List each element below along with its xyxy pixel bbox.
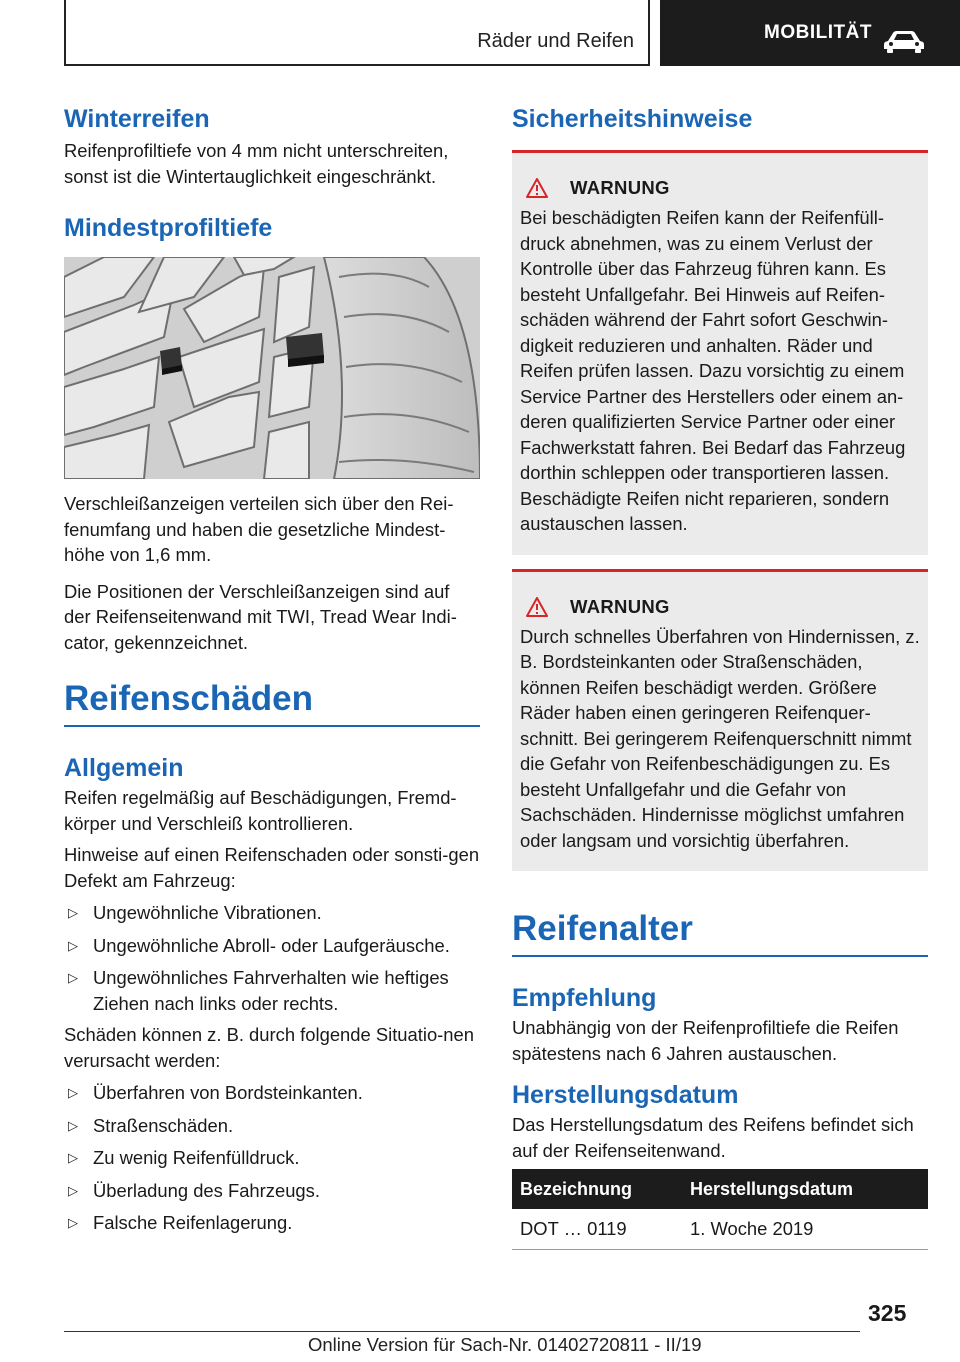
tire-damage-rule: [64, 725, 480, 727]
header-chapter-label: MOBILITÄT: [764, 22, 872, 43]
list-item: ▷ Straßenschäden.: [64, 1113, 480, 1139]
triangle-bullet-icon: ▷: [68, 1182, 78, 1198]
header-section-box: [64, 0, 650, 66]
general-text-3: Schäden können z. B. durch folgende Situatio-nen verursacht werden:: [64, 1024, 474, 1071]
warning-box-1: [512, 150, 928, 555]
warning-triangle-icon: [526, 597, 548, 617]
table-cell: DOT … 0119: [512, 1209, 682, 1249]
triangle-bullet-icon: ▷: [68, 937, 78, 953]
tire-damage-heading: Reifenschäden: [64, 679, 313, 718]
tire-age-rule: [512, 955, 928, 957]
triangle-bullet-icon: ▷: [68, 1085, 78, 1100]
warning-header: [526, 177, 920, 199]
triangle-bullet-icon: ▷: [68, 905, 78, 920]
general-text-1: Reifen regelmäßig auf Beschädigungen, Fremd-körper und Verschleiß kontrollieren.: [64, 787, 457, 834]
warning-triangle-icon: [526, 178, 548, 198]
column-header-designation: Bezeichnung: [512, 1169, 682, 1209]
recommendation-text: Unabhängig von der Reifenprofiltiefe die Reifen spätestens nach 6 Jahren austauschen.: [512, 1017, 899, 1064]
damage-causes-list: [64, 1080, 480, 1236]
car-icon: [882, 29, 926, 53]
header-section-title: Räder und Reifen: [477, 30, 634, 52]
table-row: [512, 1209, 928, 1249]
left-column: [64, 100, 480, 1236]
footer-rule: [64, 1331, 860, 1332]
table-cell: 1. Woche 2019: [682, 1209, 928, 1249]
page-header: [0, 0, 960, 66]
warning-title: WARNUNG: [570, 595, 670, 617]
winter-tires-text: Reifenprofiltiefe von 4 mm nicht unterschreiten, sonst ist die Wintertauglichkeit eingeschränkt.: [64, 140, 449, 187]
list-item: ▷ Ungewöhnliche Abroll‐ oder Laufgeräusche.: [64, 933, 480, 959]
manufacture-date-text: Das Herstellungsdatum des Reifens befindet sich auf der Reifenseitenwand.: [512, 1114, 914, 1161]
list-item: ▷ Überladung des Fahrzeugs.: [64, 1178, 480, 1204]
triangle-bullet-icon: ▷: [68, 970, 78, 985]
list-item: ▷ Falsche Reifenlagerung.: [64, 1210, 480, 1236]
footer-text: Online Version für Sach-Nr. 01402720811 - II/19: [308, 1334, 702, 1355]
min-tread-heading: Mindestprofiltiefe: [64, 214, 273, 242]
list-item: ▷ Ungewöhnliche Vibrationen.: [64, 900, 480, 926]
triangle-bullet-icon: ▷: [68, 1215, 78, 1230]
column-header-date: Herstellungsdatum: [682, 1169, 928, 1209]
winter-tires-heading: Winterreifen: [64, 105, 210, 133]
recommendation-heading: Empfehlung: [512, 984, 657, 1012]
header-chapter-tab: [660, 0, 960, 66]
list-item: ▷ Überfahren von Bordsteinkanten.: [64, 1080, 480, 1106]
triangle-bullet-icon: ▷: [68, 1117, 78, 1133]
warning-header: [526, 596, 920, 618]
manufacture-date-heading: Herstellungsdatum: [512, 1081, 739, 1109]
warning-title: WARNUNG: [570, 177, 670, 198]
min-tread-text-1: Verschleißanzeigen verteilen sich über den Rei-fenumfang und haben die gesetzliche Mindest-höhe von 1,6 mm.: [64, 493, 454, 565]
tire-age-heading: Reifenalter: [512, 909, 693, 948]
right-column: [512, 100, 928, 1250]
warning-box-2: [512, 569, 928, 872]
list-item: ▷ Ungewöhnliches Fahrverhalten wie heftiges Ziehen nach links oder rechts.: [68, 967, 449, 1014]
triangle-bullet-icon: ▷: [68, 1150, 78, 1165]
page-number: 325: [868, 1300, 907, 1326]
general-text-2: Hinweise auf einen Reifenschaden oder sonsti-gen Defekt am Fahrzeug:: [64, 844, 480, 891]
table-header-row: [512, 1169, 928, 1209]
safety-notes-heading: Sicherheitshinweise: [512, 105, 753, 133]
warning-text-1: Bei beschädigten Reifen kann der Reifenfüll-druck abnehmen, was zu einem Verlust der Kontrolle über das Fahrzeug führen kann. Es besteht Unfallgefahr. Bei Hinweis auf Reifen-schäden während der Fahrt sofort Geschwin-digkeit reduzieren und anhalten. Räder und Reifen prüfen lassen. Dazu vorsichtig zu einem Service Partner des Herstellers oder einem an-deren qualifizierten Service Partner oder einer Fachwerkstatt fahren. Bei Bedarf das Fahrzeug dorthin schleppen oder transportieren lassen. Beschädigte Reifen nicht reparieren, sondern austauschen lassen.: [520, 207, 906, 534]
tire-tread-illustration: [64, 257, 480, 479]
manufacture-date-table: [512, 1169, 928, 1250]
general-heading: Allgemein: [64, 754, 184, 782]
min-tread-text-2: Die Positionen der Verschleißanzeigen sind auf der Reifenseitenwand mit TWI, Tread Wear Indi-cator, gekennzeichnet.: [64, 580, 457, 653]
list-item: ▷ Zu wenig Reifenfülldruck.: [64, 1145, 480, 1171]
damage-hints-list: [64, 900, 480, 1016]
warning-text-2: Durch schnelles Überfahren von Hindernissen, z. B. Bordsteinkanten oder Straßenschäden, können Reifen beschädigt werden. Größere Räder haben einen geringeren Reifenquer-schnitt. Bei geringerem Reifenquerschnitt nimmt die Gefahr von Reifenbeschädigungen zu. Es besteht Unfallgefahr und die Gefahr von Sachschäden. Hindernisse möglichst umfahren oder langsam und vorsichtig überfahren.: [520, 625, 920, 851]
